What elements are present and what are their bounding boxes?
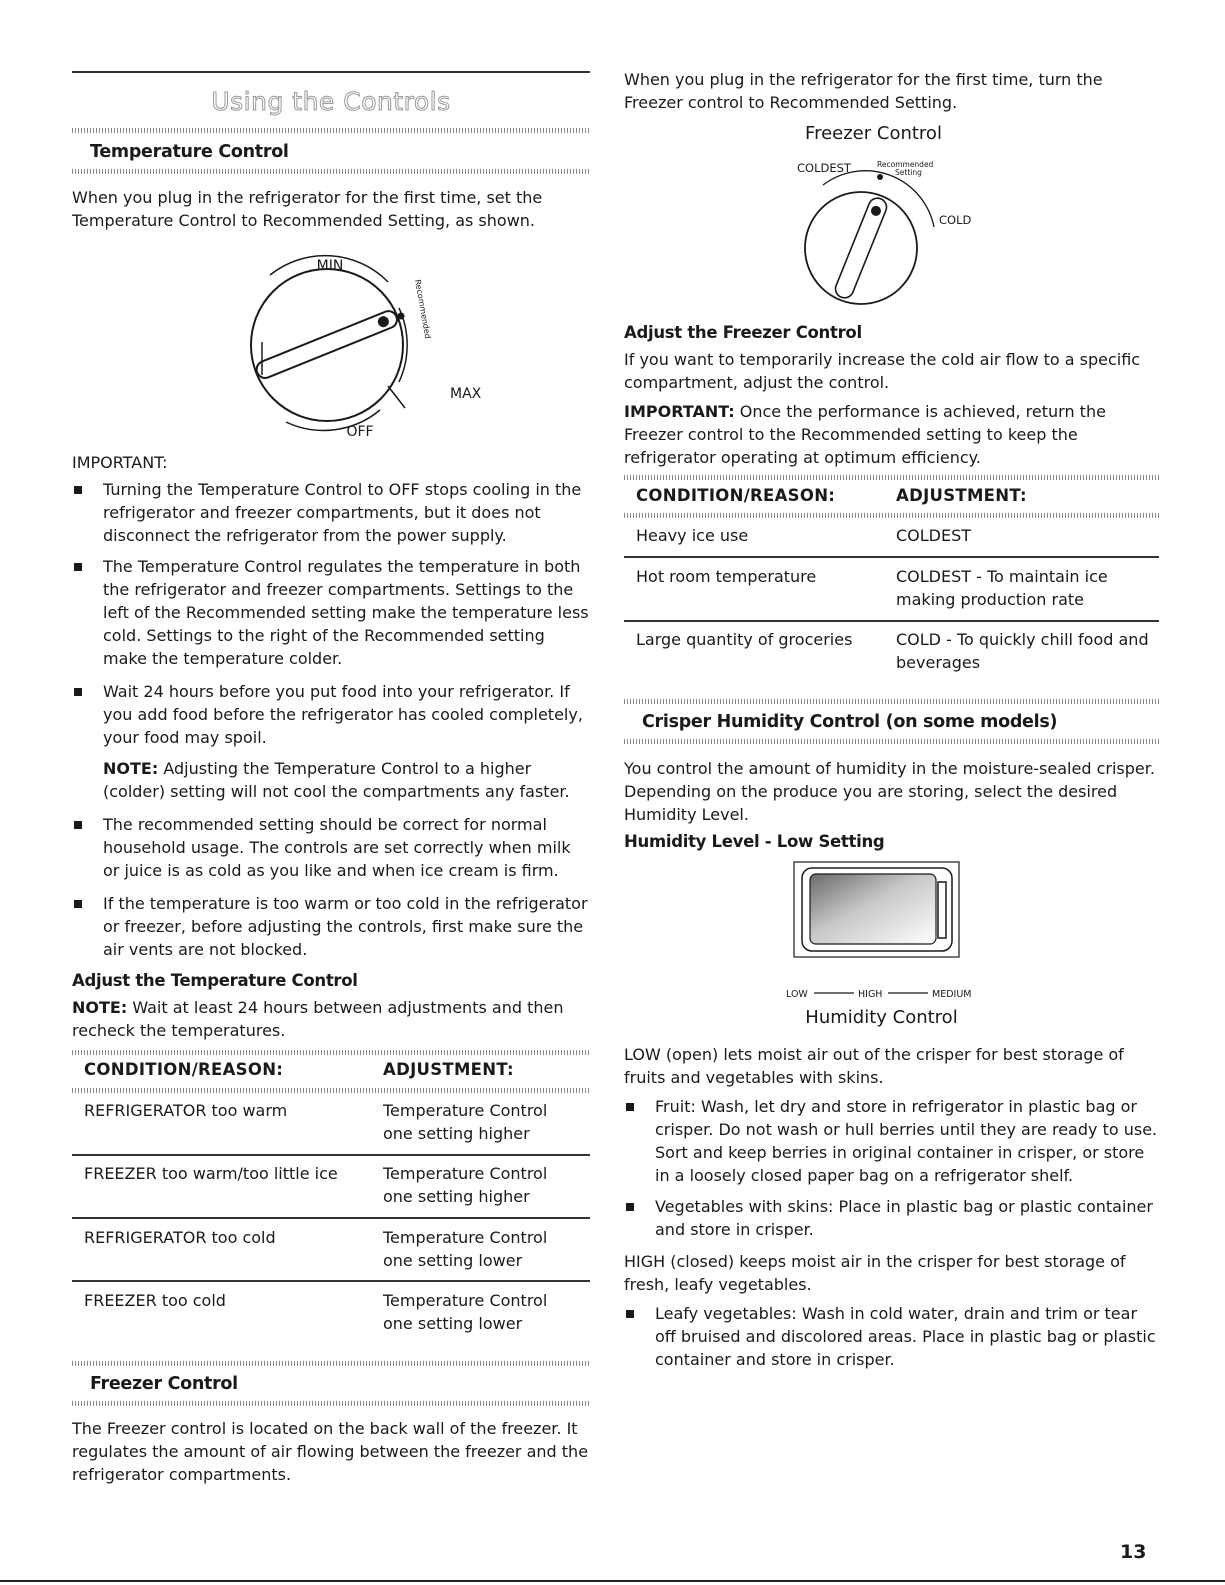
table-cell-adjustment: Temperature Control one setting lower xyxy=(383,1228,548,1270)
scale-label-high: HIGH xyxy=(858,989,883,1000)
humidity-level-subheading: Humidity Level - Low Setting xyxy=(624,832,885,851)
table-header-condition: CONDITION/REASON: xyxy=(84,1060,284,1079)
adjust-temperature-note: NOTE: Wait at least 24 hours between adjustments and then recheck the temperatures. xyxy=(72,998,564,1040)
adjust-temperature-heading: Adjust the Temperature Control xyxy=(72,971,358,990)
freezer-dial-label-setting: Setting xyxy=(895,168,922,177)
table-cell-condition: Hot room temperature xyxy=(636,567,817,586)
dial-label-max: MAX xyxy=(450,386,482,402)
table-row-divider xyxy=(624,556,1159,558)
freezer-control-heading: Freezer Control xyxy=(90,1374,238,1394)
freezer-figure-title: Freezer Control xyxy=(805,123,942,144)
bullet-square-icon xyxy=(626,1103,634,1111)
table-row-divider xyxy=(624,620,1159,622)
section-title: Using the Controls xyxy=(211,87,451,116)
important-label: IMPORTANT: xyxy=(72,453,168,472)
dial-label-recommended: Recommended xyxy=(413,278,433,340)
freezer-dial-label-cold: COLD xyxy=(939,213,972,227)
table-cell-condition: REFRIGERATOR too cold xyxy=(84,1228,276,1247)
humidity-figure-title: Humidity Control xyxy=(805,1007,958,1028)
hatch-divider xyxy=(72,1088,590,1093)
note-label: NOTE: xyxy=(103,759,159,778)
bullet-square-icon xyxy=(74,900,82,908)
table-cell-condition: REFRIGERATOR too warm xyxy=(84,1101,288,1120)
bullet-item: Wait 24 hours before you put food into your refrigerator. If you add food before the refrigerator has cooled completely, your food may spoil. xyxy=(72,680,590,749)
bullet-square-icon xyxy=(74,486,82,494)
crisper-heading: Crisper Humidity Control (on some models) xyxy=(642,712,1058,732)
scale-label-low: LOW xyxy=(786,989,808,1000)
bullet-item: Leafy vegetables: Wash in cold water, drain and trim or tear off bruised and discolored areas. Place in plastic bag or plastic container and store in crisper. xyxy=(624,1302,1159,1371)
freezer-control-intro: The Freezer control is located on the back wall of the freezer. It regulates the amount of air flowing between the freezer and the refrigerator compartments. xyxy=(72,1419,589,1484)
bullet-item: Fruit: Wash, let dry and store in refrigerator in plastic bag or crisper. Do not wash or hull berries until they are ready to use. Sort and keep berries in original container in crisper, or store in a loosely closed paper bag on a refrigerator shelf. xyxy=(624,1095,1159,1187)
page-number: 13 xyxy=(1120,1541,1147,1563)
table-cell-condition: Heavy ice use xyxy=(636,526,749,545)
table-header-adjustment: ADJUSTMENT: xyxy=(896,486,1027,505)
dial-label-min: MIN xyxy=(316,258,344,274)
table-cell-adjustment: COLD - To quickly chill food and beverages xyxy=(896,630,1149,672)
bullet-square-icon xyxy=(74,821,82,829)
hatch-divider xyxy=(72,128,590,133)
hatch-divider xyxy=(624,699,1159,704)
table-cell-condition: FREEZER too warm/too little ice xyxy=(84,1164,338,1183)
bullet-square-icon xyxy=(74,688,82,696)
hatch-divider xyxy=(72,169,590,174)
hatch-divider xyxy=(624,513,1159,518)
low-setting-text: LOW (open) lets moist air out of the crisper for best storage of fruits and vegetables with skins. xyxy=(624,1045,1124,1087)
adjust-freezer-text: If you want to temporarily increase the cold air flow to a specific compartment, adjust the control. xyxy=(624,350,1141,392)
table-cell-adjustment: Temperature Control one setting higher xyxy=(383,1164,548,1206)
freezer-dial-label-recommended: Recommended xyxy=(877,160,934,169)
table-row-divider xyxy=(72,1154,590,1156)
high-setting-text: HIGH (closed) keeps moist air in the crisper for best storage of fresh, leafy vegetables. xyxy=(624,1252,1126,1294)
temperature-control-heading: Temperature Control xyxy=(90,142,289,162)
hatch-divider xyxy=(72,1361,590,1366)
bottom-rule xyxy=(0,1580,1225,1582)
top-rule xyxy=(72,71,590,73)
table-header-condition: CONDITION/REASON: xyxy=(636,486,836,505)
table-cell-adjustment: Temperature Control one setting higher xyxy=(383,1101,548,1143)
hatch-divider xyxy=(624,475,1159,480)
bullet-square-icon xyxy=(74,563,82,571)
bullet-item: The Temperature Control regulates the temperature in both the refrigerator and freezer compartments. Settings to the left of the Recommended setting make the temperature less cold. Settings to the right of the Recommended setting make the temperature colder. xyxy=(72,555,590,670)
temperature-intro: When you plug in the refrigerator for the first time, set the Temperature Control to Recommended Setting, as shown. xyxy=(72,188,543,230)
crisper-intro: You control the amount of humidity in the moisture-sealed crisper. Depending on the produce you are storing, select the desired Humidity Level. xyxy=(624,759,1155,824)
table-cell-adjustment: Temperature Control one setting lower xyxy=(383,1291,548,1333)
table-cell-adjustment: COLDEST - To maintain ice making production rate xyxy=(896,567,1108,609)
hatch-divider xyxy=(72,1401,590,1406)
table-row-divider xyxy=(72,1280,590,1282)
hatch-divider xyxy=(72,1050,590,1055)
freezer-dial-label-coldest: COLDEST xyxy=(797,161,851,175)
temperature-dial-figure xyxy=(222,250,502,445)
freezer-dial-figure xyxy=(789,155,989,310)
dial-label-off: OFF xyxy=(346,424,374,440)
adjust-freezer-heading: Adjust the Freezer Control xyxy=(624,323,862,342)
bullet-square-icon xyxy=(626,1203,634,1211)
hatch-divider xyxy=(624,739,1159,744)
freezer-control-intro-2: When you plug in the refrigerator for the first time, turn the Freezer control to Recommended Setting. xyxy=(624,70,1103,112)
table-header-adjustment: ADJUSTMENT: xyxy=(383,1060,514,1079)
bullet-item: Vegetables with skins: Place in plastic bag or plastic container and store in crisper. xyxy=(624,1195,1159,1241)
table-cell-condition: Large quantity of groceries xyxy=(636,630,853,649)
scale-label-medium: MEDIUM xyxy=(932,989,972,1000)
table-cell-adjustment: COLDEST xyxy=(896,526,972,545)
note-text: Adjusting the Temperature Control to a higher (colder) setting will not cool the compartments any faster. xyxy=(103,759,570,801)
adjust-freezer-important: IMPORTANT: Once the performance is achieved, return the Freezer control to the Recommended setting to keep the refrigerator operating at optimum efficiency. xyxy=(624,402,1106,467)
bullet-item: The recommended setting should be correct for normal household usage. The controls are set correctly when milk or juice is as cold as you like and when ice cream is firm. xyxy=(72,813,590,882)
note-block xyxy=(72,757,590,803)
table-cell-condition: FREEZER too cold xyxy=(84,1291,226,1310)
table-row-divider xyxy=(72,1217,590,1219)
bullet-item: Turning the Temperature Control to OFF stops cooling in the refrigerator and freezer compartments, but it does not disconnect the refrigerator from the power supply. xyxy=(72,478,590,547)
bullet-square-icon xyxy=(626,1310,634,1318)
bullet-item: If the temperature is too warm or too cold in the refrigerator or freezer, before adjusting the controls, first make sure the air vents are not blocked. xyxy=(72,892,590,961)
humidity-control-figure xyxy=(786,860,992,1005)
